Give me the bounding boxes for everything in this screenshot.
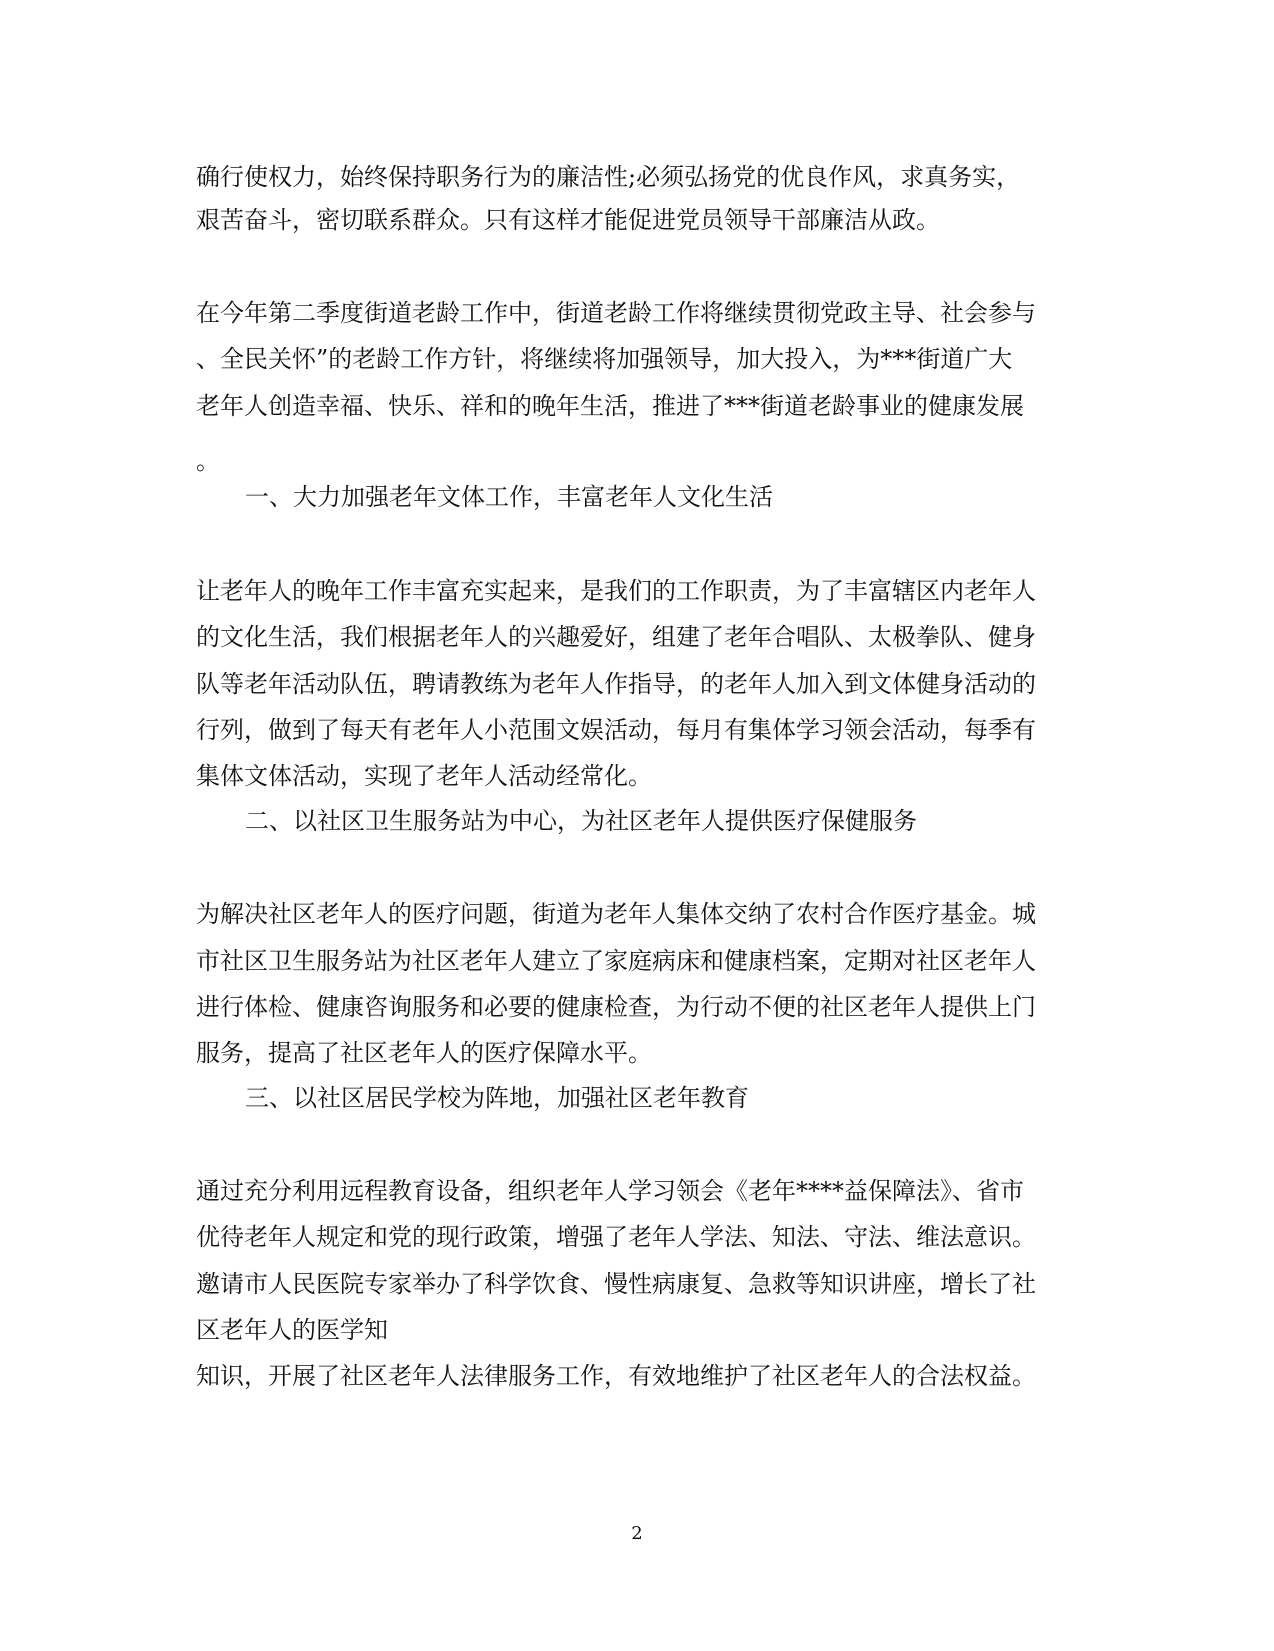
paragraph-2-line-2: 、全民关怀”的老龄工作方针，将继续将加强领导，加大投入，为***街道广大 <box>196 345 1013 373</box>
paragraph-3-line-5: 集体文体活动，实现了老年人活动经常化。 <box>196 762 652 790</box>
paragraph-1-line-1: 确行使权力，始终保持职务行为的廉洁性;必须弘扬党的优良作风，求真务实， <box>196 163 1021 191</box>
paragraph-5-line-3: 邀请市人民医院专家举办了科学饮食、慢性病康复、急救等知识讲座，增长了社 <box>196 1270 1036 1298</box>
section-heading-2: 二、以社区卫生服务站为中心，为社区老年人提供医疗保健服务 <box>245 807 917 835</box>
paragraph-1-line-2: 艰苦奋斗，密切联系群众。只有这样才能促进党员领导干部廉洁从政。 <box>196 206 940 234</box>
paragraph-4-line-4: 服务，提高了社区老年人的医疗保障水平。 <box>196 1039 652 1067</box>
section-heading-1: 一、大力加强老年文体工作，丰富老年人文化生活 <box>245 483 773 511</box>
paragraph-5-line-1: 通过充分利用远程教育设备，组织老年人学习领会《老年****益保障法》、省市 <box>196 1177 1024 1205</box>
paragraph-5-line-2: 优待老年人规定和党的现行政策，增强了老年人学法、知法、守法、维法意识。 <box>196 1223 1036 1251</box>
paragraph-4-line-3: 进行体检、健康咨询服务和必要的健康检查，为行动不便的社区老年人提供上门 <box>196 993 1036 1021</box>
paragraph-3-line-2: 的文化生活，我们根据老年人的兴趣爱好，组建了老年合唱队、太极拳队、健身 <box>196 623 1036 651</box>
paragraph-4-line-1: 为解决社区老年人的医疗问题，街道为老年人集体交纳了农村合作医疗基金。城 <box>196 900 1036 928</box>
paragraph-5-line-4: 区老年人的医学知 <box>196 1316 388 1344</box>
paragraph-4-line-2: 市社区卫生服务站为社区老年人建立了家庭病床和健康档案，定期对社区老年人 <box>196 947 1036 975</box>
section-heading-3: 三、以社区居民学校为阵地，加强社区老年教育 <box>245 1084 749 1112</box>
paragraph-2-line-3: 老年人创造幸福、快乐、祥和的晚年生活，推进了***街道老龄事业的健康发展 <box>196 392 1024 420</box>
paragraph-3-line-1: 让老年人的晚年工作丰富充实起来，是我们的工作职责，为了丰富辖区内老年人 <box>196 577 1036 605</box>
paragraph-3-line-3: 队等老年活动队伍，聘请教练为老年人作指导，的老年人加入到文体健身活动的 <box>196 670 1036 698</box>
paragraph-5-line-5: 知识，开展了社区老年人法律服务工作，有效地维护了社区老年人的合法权益。 <box>196 1362 1036 1390</box>
page-number: 2 <box>631 1523 643 1544</box>
paragraph-2-line-4: 。 <box>196 447 220 475</box>
paragraph-3-line-4: 行列，做到了每天有老年人小范围文娱活动，每月有集体学习领会活动，每季有 <box>196 716 1036 744</box>
paragraph-2-line-1: 在今年第二季度街道老龄工作中，街道老龄工作将继续贯彻党政主导、社会参与 <box>196 299 1036 327</box>
